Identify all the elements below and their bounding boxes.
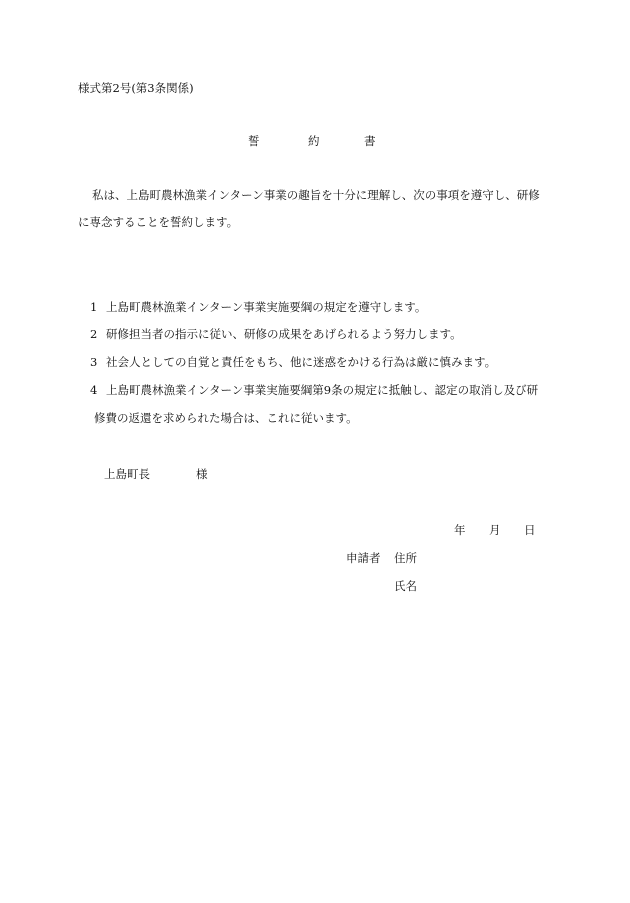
date-month: 月 (489, 523, 501, 537)
addressee-honorific: 様 (196, 467, 208, 481)
pledge-text-continued: 修費の返還を求められた場合は、これに従います。 (94, 411, 358, 425)
pledge-number: 2 (90, 327, 98, 341)
pledge-text: 上島町農林漁業インターン事業実施要綱第9条の規定に抵触し、認定の取消し及び研 (106, 383, 539, 397)
title-char-3: 書 (364, 134, 376, 148)
date-year: 年 (454, 523, 466, 537)
date-day: 日 (524, 523, 536, 537)
form-label: 様式第2号(第3条関係) (78, 81, 194, 95)
pledge-text: 研修担当者の指示に従い、研修の成果をあげられるよう努力します。 (106, 327, 462, 341)
applicant-label: 申請者 (346, 551, 381, 565)
intro-line-2: に専念することを誓約します。 (78, 215, 239, 229)
pledge-text: 上島町農林漁業インターン事業実施要綱の規定を遵守します。 (106, 300, 427, 314)
pledge-text: 社会人としての自覚と責任をもち、他に迷惑をかける行為は厳に慎みます。 (106, 355, 497, 369)
intro-line-1: 私は、上島町農林漁業インターン事業の趣旨を十分に理解し、次の事項を遵守し、研修 (92, 188, 540, 202)
pledge-number: 3 (90, 355, 98, 369)
title-char-1: 誓 (248, 134, 260, 148)
title-char-2: 約 (308, 134, 320, 148)
applicant-address-label: 住所 (394, 551, 417, 565)
addressee-name: 上島町長 (104, 467, 150, 481)
pledge-number: 4 (90, 383, 98, 397)
applicant-name-label: 氏名 (394, 579, 417, 593)
pledge-number: 1 (90, 300, 98, 314)
